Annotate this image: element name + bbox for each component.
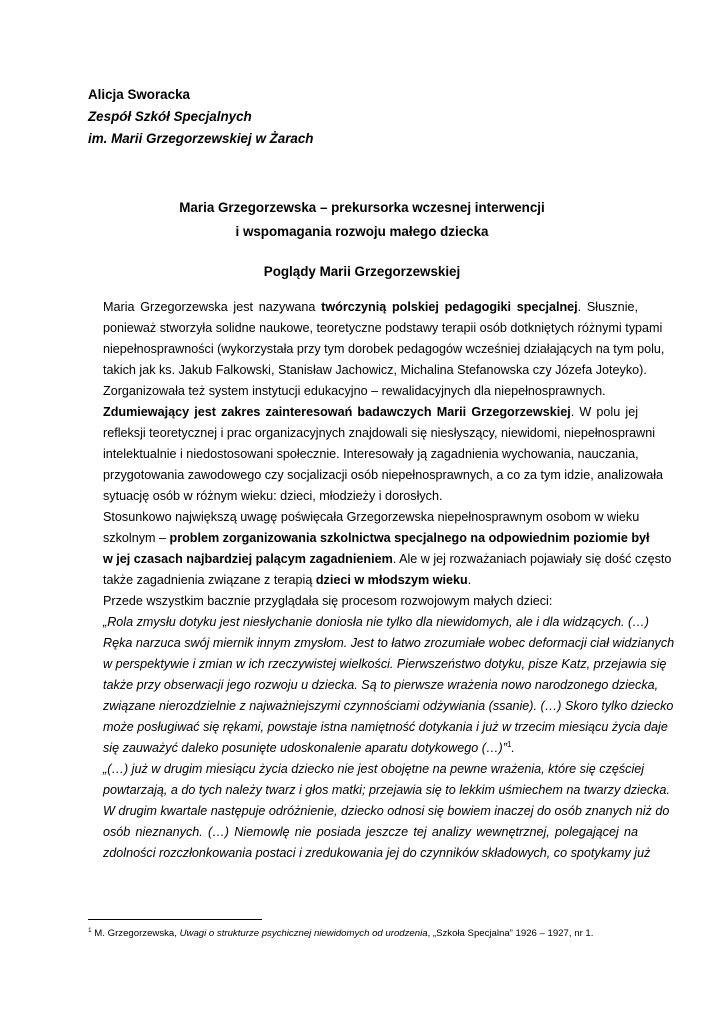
footnote-author: M. Grzegorzewska, xyxy=(91,928,180,939)
paragraph-1 xyxy=(88,297,665,402)
p2-line: przygotowania zawodowego czy socjalizacji osób niepełnosprawnych, a co za tym idzie, analizowała xyxy=(103,468,664,482)
p1-text: . Słusznie, xyxy=(577,300,638,314)
quote-line: „(…) już w drugim miesiącu życia dziecko nie jest obojętne na pewne wrażenia, które się częściej xyxy=(103,762,645,776)
p1-line: Zorganizowała też system instytucji edukacyjno – rewalidacyjnych dla niepełnosprawnych. xyxy=(103,384,606,398)
quote-line: w perspektywie i zmian w ich rzeczywistej wielkości. Pierwszeństwo dotyku, pisze Katz, przejawia się xyxy=(103,657,667,671)
quote-line: W drugim kwartale następuje odróżnienie, dziecko odnosi się bowiem inaczej do osób znanych niż do xyxy=(103,804,670,818)
quote-line: także przy obserwacji jego rozwoju u dziecka. Są to pierwsze wrażenia nowo narodzonego dziecka, xyxy=(103,678,659,692)
p3-text: . Ale w jej rozważaniach pojawiały się dość często xyxy=(392,552,672,566)
paragraph-3 xyxy=(88,507,672,591)
p1-emphasis: twórczynią polskiej pedagogiki specjalnej xyxy=(321,300,578,314)
p1-line: takich jak ks. Jakub Falkowski, Stanisław Jachowicz, Michalina Stefanowska czy Józefa Joteyko). xyxy=(103,363,647,377)
p2-emphasis: Zdumiewający jest zakres zainteresowań badawczych Marii Grzegorzewskiej xyxy=(103,405,571,419)
document-body xyxy=(88,297,675,864)
p4-line: Przede wszystkim bacznie przyglądała się procesom rozwojowym małych dzieci: xyxy=(103,594,553,608)
school-name: Zespół Szkół Specjalnych xyxy=(88,109,252,124)
quote-line: . xyxy=(511,741,515,755)
p3-text: szkolnym – xyxy=(103,531,170,545)
quote-line: związane nierozdzielnie z najważniejszymi czynnościami odżywiania (ssanie). (…) Skoro tylko dziecko xyxy=(103,699,674,713)
school-place: im. Marii Grzegorzewskiej w Żarach xyxy=(88,131,314,146)
title-line-2: i wspomagania rozwoju małego dziecka xyxy=(235,224,489,239)
p3-line: Stosunkowo największą uwagę poświęcała Grzegorzewska niepełnosprawnym osobom w wieku xyxy=(103,510,640,524)
p2-line: intelektualnie i niedostosowani społecznie. Interesowały ją zagadnienia wychowania, nauczania, xyxy=(103,447,639,461)
p3-emphasis: problem zorganizowania szkolnictwa specjalnego na odpowiednim poziomie był xyxy=(169,531,650,545)
quote-line: „Rola zmysłu dotyku jest niesłychanie doniosła nie tylko dla niewidomych, ale i dla widzących. (…) xyxy=(103,615,649,629)
quote-line: może posługiwać się rękami, powstaje istna namiętność dotykania i już w trzecim miesiącu życia daje xyxy=(103,720,668,734)
p2-line: refleksji teoretycznej i prac organizacyjnych znajdowali się niesłyszący, niewidomi, niepełnosprawni xyxy=(103,426,656,440)
footnote-work-title: Uwagi o strukturze psychicznej niewidomych od urodzenia xyxy=(179,928,428,939)
quote-line: się zauważyć daleko posunięte udoskonalenie aparatu dotykowego (…)” xyxy=(103,741,507,755)
quotation-2 xyxy=(88,759,670,864)
footnote-source: , „Szkoła Specjalna” 1926 – 1927, nr 1. xyxy=(427,928,594,939)
quote-line: zdolności rozczłonkowania postaci i zredukowania jej do czynników składowych, co spotykamy już xyxy=(103,846,651,860)
paragraph-2 xyxy=(88,402,664,507)
section-title: Poglądy Marii Grzegorzewskiej xyxy=(263,264,461,279)
paragraph-4 xyxy=(88,591,638,612)
p1-text: Maria Grzegorzewska jest nazywana xyxy=(103,300,322,314)
p3-text: także zagadnienia związane z terapią xyxy=(103,573,316,587)
footnote-separator xyxy=(88,919,262,920)
footnote-number: 1 xyxy=(88,926,92,934)
p3-emphasis: dzieci w młodszym wieku xyxy=(315,573,468,587)
footnote xyxy=(88,927,593,940)
footnote-reference[interactable]: 1 xyxy=(506,739,512,749)
p1-line: ponieważ stworzyła solidne naukowe, teoretyczne podstawy terapii osób dotkniętych różnymi typami xyxy=(103,321,663,335)
title-line-1: Maria Grzegorzewska – prekursorka wczesnej interwencji xyxy=(179,200,545,215)
quote-line: powtarzają, a do tych należy twarz i głos matki; przejawia się to lekkim uśmiechem na twarzy dziecka. xyxy=(103,783,670,797)
quote-line: osób nieznanych. (…) Niemowlę nie posiada jeszcze tej analizy wewnętrznej, polegającej na xyxy=(103,825,638,839)
author-block xyxy=(88,84,314,150)
document-title xyxy=(88,196,636,244)
p1-line: niepełnosprawności (wykorzystała przy tym dorobek pedagogów wcześniej działających na tym polu, xyxy=(103,342,665,356)
quotation-1 xyxy=(88,612,675,759)
p2-line: sytuację osób w różnym wieku: dzieci, młodzieży i dorosłych. xyxy=(103,489,443,503)
p3-emphasis: w jej czasach najbardziej palącym zagadnieniem xyxy=(103,552,393,566)
p2-text: . W polu jej xyxy=(570,405,638,419)
author-name: Alicja Sworacka xyxy=(88,87,190,102)
p3-text: . xyxy=(467,573,472,587)
quote-line: Ręka narzuca swój miernik innym zmysłom. Jest to łatwo zrozumiałe wobec deformacji ciał widzianych xyxy=(103,636,675,650)
